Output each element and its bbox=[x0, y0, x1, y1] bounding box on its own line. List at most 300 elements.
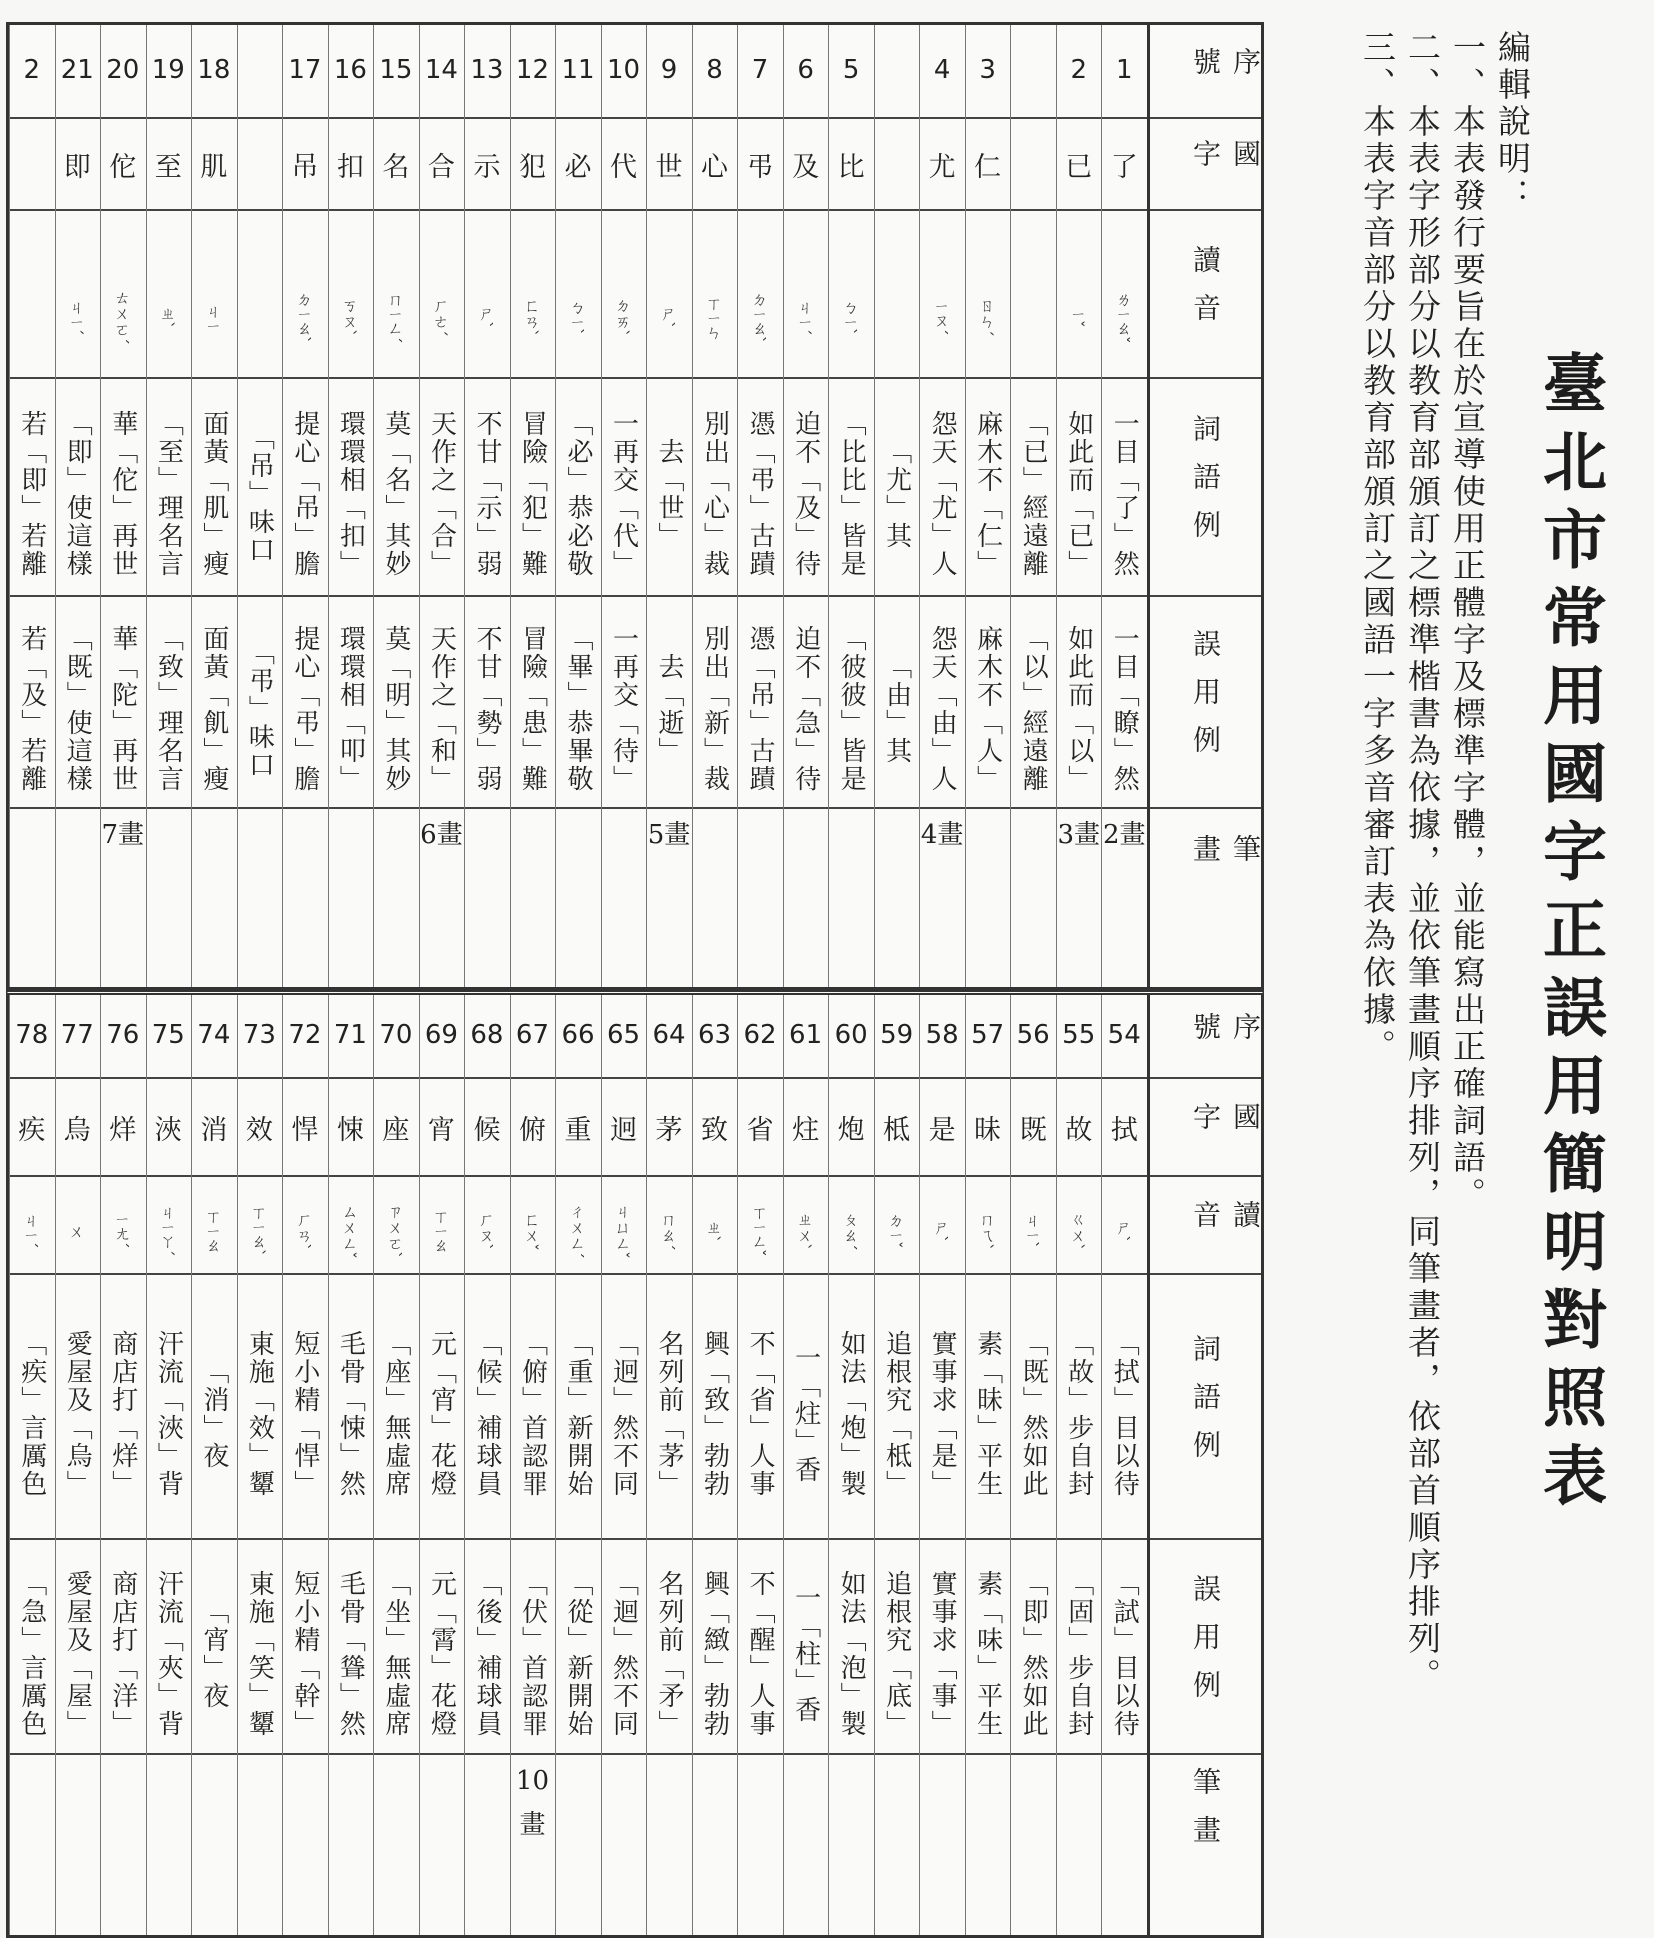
cell-correct: 「既」然如此 bbox=[1018, 1329, 1049, 1498]
cell-reading: ㄖㄣˊ bbox=[976, 297, 996, 337]
cell-wrong: 「迴」然不同 bbox=[608, 1569, 639, 1738]
cell-char: 肌 bbox=[200, 152, 228, 183]
cell-char: 犯 bbox=[518, 152, 546, 183]
cell-wrong: 一目「瞭」然 bbox=[1109, 625, 1140, 793]
cell-wrong: 追根究「底」 bbox=[881, 1569, 912, 1738]
cell-strokes bbox=[646, 1753, 692, 1877]
cell-reading: ㄏㄢˋ bbox=[293, 1210, 313, 1251]
cell-char: 仁 bbox=[974, 152, 1002, 183]
header-reading: 讀音 bbox=[1189, 1200, 1262, 1248]
cell-correct: 「消」夜 bbox=[198, 1357, 229, 1470]
cell-strokes bbox=[55, 807, 101, 909]
cell-wrong: 提心「弔」膽 bbox=[289, 625, 320, 793]
table-upper bbox=[6, 22, 1264, 990]
header-column-divider bbox=[1147, 995, 1150, 1935]
cell-char: 致 bbox=[701, 1115, 729, 1146]
cell-strokes bbox=[191, 807, 237, 909]
cell-correct: 莫「名」其妙 bbox=[380, 410, 411, 578]
header-char: 國字 bbox=[1189, 1102, 1262, 1150]
header-strokes: 筆畫 bbox=[1189, 1767, 1222, 1863]
cell-strokes bbox=[874, 807, 920, 909]
cell-correct: 「迥」然不同 bbox=[608, 1329, 639, 1498]
cell-reading: ㄒㄧㄠ bbox=[430, 1208, 450, 1253]
cell-seq: 12 bbox=[515, 55, 550, 85]
cell-reading: ㄏㄡˋ bbox=[475, 1210, 495, 1251]
cell-seq: 20 bbox=[106, 55, 140, 85]
cell-seq: 72 bbox=[288, 1020, 322, 1050]
cell-wrong: 「即」然如此 bbox=[1018, 1569, 1049, 1738]
cell-reading: ㄒㄧㄣ bbox=[703, 294, 723, 340]
header-wrong: 誤用例 bbox=[1189, 1573, 1222, 1718]
cell-wrong: 素「味」平生 bbox=[972, 1569, 1003, 1738]
cell-correct: 商店打「烊」 bbox=[107, 1329, 138, 1498]
cell-strokes bbox=[464, 1753, 510, 1877]
cell-wrong: 東施「笑」顰 bbox=[244, 1569, 275, 1738]
cell-correct: 興「致」勃勃 bbox=[699, 1329, 730, 1498]
cell-correct: 「拭」目以待 bbox=[1109, 1329, 1140, 1498]
cell-seq: 8 bbox=[706, 55, 723, 85]
cell-char: 心 bbox=[701, 152, 729, 183]
cell-correct: 去「世」 bbox=[654, 438, 685, 550]
cell-correct: 迫不「及」待 bbox=[790, 410, 821, 578]
cell-seq: 61 bbox=[789, 1020, 823, 1050]
cell-seq: 68 bbox=[470, 1020, 504, 1050]
cell-char: 悍 bbox=[291, 1115, 319, 1146]
cell-wrong: 「坐」無虛席 bbox=[380, 1569, 411, 1738]
cell-reading: ㄐㄧˊ bbox=[66, 298, 86, 336]
cell-strokes bbox=[237, 807, 283, 909]
cell-wrong: 一再交「待」 bbox=[608, 625, 639, 793]
cell-wrong: 「從」新開始 bbox=[563, 1569, 593, 1738]
cell-correct: 別出「心」裁 bbox=[699, 410, 730, 578]
cell-char: 及 bbox=[792, 152, 820, 183]
cell-strokes bbox=[828, 807, 874, 909]
cell-char: 是 bbox=[928, 1115, 956, 1146]
cell-reading: ㄔㄨㄥˊ bbox=[567, 1202, 586, 1259]
note-item-3: 三、本表字音部分以教育部頒訂之國語一字多音審訂表為依據。 bbox=[1358, 30, 1397, 1066]
cell-correct: 不甘「示」弱 bbox=[471, 410, 502, 578]
cell-reading: ㄓㄨˋ bbox=[794, 1210, 814, 1251]
cell-wrong: 「畢」恭畢敬 bbox=[563, 625, 593, 793]
cell-char: 疾 bbox=[18, 1115, 46, 1146]
page-title: 臺北市常用國字正誤用簡明對照表 bbox=[1532, 350, 1607, 1520]
cell-correct: 毛骨「悚」然 bbox=[335, 1329, 366, 1498]
cell-reading: ㄐㄩㄥˇ bbox=[612, 1202, 632, 1259]
cell-strokes: 6畫 bbox=[420, 820, 463, 850]
cell-char: 浹 bbox=[154, 1115, 182, 1146]
cell-reading: ㄒㄧㄥˇ bbox=[749, 1204, 769, 1257]
cell-correct: 一「炷」香 bbox=[790, 1343, 821, 1484]
cell-strokes bbox=[282, 1753, 328, 1877]
cell-strokes: 5畫 bbox=[647, 820, 691, 850]
cell-seq: 17 bbox=[288, 55, 322, 85]
cell-char: 俯 bbox=[518, 1115, 546, 1146]
cell-reading: ㄌㄧㄠˇ bbox=[1113, 290, 1133, 344]
cell-char: 了 bbox=[1110, 152, 1138, 183]
cell-reading: ㄈㄨˇ bbox=[521, 1210, 541, 1251]
cell-correct: 愛屋及「烏」 bbox=[62, 1329, 93, 1498]
cell-wrong: 華「陀」再世 bbox=[107, 625, 138, 793]
cell-wrong: 「伏」首認罪 bbox=[517, 1569, 548, 1738]
cell-strokes bbox=[237, 1753, 283, 1877]
cell-reading: ㄒㄧㄠˋ bbox=[248, 1204, 268, 1257]
cell-reading: ㄉㄧㄠˋ bbox=[749, 290, 769, 344]
header-reading: 讀音 bbox=[1189, 245, 1222, 341]
cell-reading: ㄨ bbox=[66, 1222, 86, 1239]
cell-wrong: 「後」補球員 bbox=[471, 1569, 502, 1738]
cell-seq: 64 bbox=[652, 1020, 686, 1050]
cell-wrong: 毛骨「聳」然 bbox=[335, 1569, 366, 1738]
cell-reading: ㄙㄨㄥˇ bbox=[339, 1202, 359, 1259]
cell-wrong: 憑「吊」古蹟 bbox=[745, 625, 776, 793]
cell-correct: 若「即」若離 bbox=[16, 410, 47, 578]
cell-correct: 如法「炮」製 bbox=[836, 1329, 867, 1498]
cell-reading: ㄓˋ bbox=[703, 1218, 723, 1243]
cell-reading bbox=[249, 209, 269, 377]
cell-reading: ㄅㄧˋ bbox=[840, 298, 860, 336]
cell-correct: 元「宵」花燈 bbox=[426, 1329, 457, 1498]
cell-correct: 追根究「柢」 bbox=[881, 1329, 912, 1498]
cell-strokes bbox=[555, 1753, 601, 1877]
cell-wrong: 「以」經遠離 bbox=[1018, 625, 1049, 793]
cell-strokes bbox=[9, 1753, 55, 1877]
cell-strokes: 2畫 bbox=[1102, 820, 1146, 850]
cell-char: 世 bbox=[655, 152, 683, 183]
cell-seq: 59 bbox=[880, 1020, 914, 1050]
cell-reading: ㄇㄟˋ bbox=[976, 1210, 996, 1251]
cell-seq: 73 bbox=[242, 1020, 276, 1050]
cell-wrong: 若「及」若離 bbox=[16, 625, 47, 793]
cell-strokes bbox=[55, 1753, 101, 1877]
cell-correct: 一目「了」然 bbox=[1109, 410, 1140, 578]
cell-strokes bbox=[373, 807, 419, 909]
cell-char: 扣 bbox=[336, 152, 364, 183]
cell-wrong: 「固」步自封 bbox=[1063, 1569, 1094, 1738]
cell-char: 候 bbox=[473, 1115, 501, 1146]
cell-correct: 「必」恭必敬 bbox=[563, 410, 593, 578]
cell-seq: 60 bbox=[834, 1020, 868, 1050]
cell-char: 宵 bbox=[427, 1115, 455, 1146]
cell-strokes bbox=[419, 1753, 465, 1877]
cell-seq: 65 bbox=[606, 1020, 641, 1050]
cell-reading: ㄉㄧˇ bbox=[885, 1212, 905, 1249]
cell-wrong: 莫「明」其妙 bbox=[380, 625, 411, 793]
cell-reading: ㄧˇ bbox=[1067, 306, 1087, 328]
cell-reading: ㄊㄨㄛˊ bbox=[111, 289, 131, 345]
cell-reading: ㄐㄧㄚˊ bbox=[157, 1204, 177, 1257]
cell-seq: 15 bbox=[379, 55, 413, 85]
cell-reading: ㄉㄞˋ bbox=[612, 297, 632, 337]
cell-reading: ㄎㄡˋ bbox=[339, 297, 359, 337]
cell-reading: ㄐㄧˊ bbox=[20, 1212, 40, 1249]
cell-seq: 11 bbox=[561, 55, 595, 85]
cell-strokes bbox=[1010, 1753, 1056, 1877]
cell-strokes bbox=[100, 1753, 146, 1877]
cell-seq bbox=[1010, 25, 1056, 117]
cell-wrong: 「彼彼」皆是 bbox=[836, 625, 867, 793]
cell-seq: 67 bbox=[515, 1020, 550, 1050]
cell-reading: ㄍㄨˋ bbox=[1067, 1210, 1087, 1251]
cell-char: 故 bbox=[1065, 1115, 1093, 1146]
cell-correct: 「故」步自封 bbox=[1063, 1329, 1094, 1498]
cell-strokes bbox=[328, 807, 374, 909]
cell-correct: 「座」無虛席 bbox=[380, 1329, 411, 1498]
cell-reading: ㄗㄨㄛˋ bbox=[384, 1202, 404, 1259]
cell-correct: 如此而「已」 bbox=[1063, 410, 1094, 578]
cell-char bbox=[237, 117, 283, 209]
cell-wrong: 冒險「患」難 bbox=[517, 625, 548, 793]
cell-correct: 「已」經遠離 bbox=[1018, 410, 1049, 578]
cell-strokes bbox=[555, 807, 601, 909]
cell-char: 代 bbox=[610, 152, 637, 183]
cell-seq: 58 bbox=[925, 1020, 959, 1050]
cell-correct: 不「省」人事 bbox=[745, 1329, 776, 1498]
cell-char: 必 bbox=[564, 152, 592, 183]
header-wrong: 誤用例 bbox=[1189, 629, 1222, 773]
cell-seq: 75 bbox=[151, 1020, 185, 1050]
cell-char: 吊 bbox=[291, 152, 319, 183]
cell-seq: 54 bbox=[1107, 1020, 1141, 1050]
cell-wrong: 天作之「和」 bbox=[426, 625, 457, 793]
cell-correct: 冒險「犯」難 bbox=[517, 410, 548, 578]
cell-char: 座 bbox=[382, 1115, 410, 1146]
cell-reading: ㄆㄠˊ bbox=[840, 1210, 860, 1251]
cell-correct: 怨天「尤」人 bbox=[927, 410, 958, 578]
cell-wrong: 「由」其 bbox=[881, 653, 912, 765]
header-correct: 詞語例 bbox=[1189, 1333, 1222, 1478]
cell-char: 昧 bbox=[974, 1115, 1002, 1146]
cell-seq: 19 bbox=[151, 55, 185, 85]
cell-correct: 「俯」首認罪 bbox=[517, 1329, 548, 1498]
cell-seq: 1 bbox=[1115, 55, 1133, 85]
note-item-1: 一、本表發行要旨在於宣導使用正體字及標準字體，並能寫出正確詞語。 bbox=[1448, 30, 1487, 1214]
cell-wrong: 麻木不「人」 bbox=[972, 625, 1003, 793]
cell-char: 比 bbox=[837, 152, 865, 183]
cell-seq: 10 bbox=[606, 55, 641, 85]
cell-reading: ㄉㄧㄠˋ bbox=[293, 290, 313, 344]
cell-char bbox=[1010, 117, 1056, 209]
cell-reading: ㄕˋ bbox=[475, 305, 495, 329]
cell-reading bbox=[22, 209, 42, 377]
cell-strokes bbox=[692, 1753, 738, 1877]
cell-wrong: 短小精「幹」 bbox=[289, 1569, 320, 1738]
cell-strokes bbox=[874, 1753, 920, 1877]
cell-wrong: 元「霄」花燈 bbox=[426, 1569, 457, 1738]
cell-char: 柢 bbox=[883, 1115, 911, 1146]
cell-wrong: 「致」理名言 bbox=[153, 625, 184, 793]
cell-correct: 「即」使這樣 bbox=[62, 410, 93, 578]
cell-reading: ㄒㄧㄠ bbox=[202, 1208, 222, 1253]
cell-seq: 70 bbox=[379, 1020, 413, 1050]
cell-char bbox=[874, 117, 920, 209]
cell-reading: ㄇㄧㄥˊ bbox=[384, 290, 404, 344]
cell-char: 迥 bbox=[610, 1115, 637, 1146]
cell-char: 即 bbox=[63, 152, 91, 183]
cell-reading: ㄇㄠˊ bbox=[658, 1210, 678, 1251]
cell-correct: 華「佗」再世 bbox=[107, 410, 138, 578]
cell-wrong: 不「醒」人事 bbox=[745, 1569, 776, 1738]
cell-seq: 18 bbox=[197, 55, 231, 85]
cell-seq: 9 bbox=[660, 55, 678, 85]
cell-strokes: 10畫 bbox=[515, 1766, 550, 1840]
cell-wrong: 一「柱」香 bbox=[790, 1583, 821, 1724]
cell-wrong: 迫不「急」待 bbox=[790, 625, 821, 793]
header-strokes: 筆畫 bbox=[1189, 834, 1262, 882]
cell-wrong: 「試」目以待 bbox=[1109, 1569, 1140, 1738]
cell-seq: 3 bbox=[979, 55, 996, 85]
cell-strokes bbox=[1101, 1753, 1147, 1877]
cell-strokes bbox=[464, 807, 510, 909]
cell-wrong: 「急」言厲色 bbox=[16, 1569, 47, 1738]
cell-seq: 78 bbox=[15, 1020, 49, 1050]
cell-reading: ㄓˋ bbox=[157, 305, 177, 329]
cell-wrong: 「宵」夜 bbox=[198, 1597, 229, 1710]
cell-correct: 提心「吊」膽 bbox=[289, 410, 320, 578]
cell-correct: 「尤」其 bbox=[881, 438, 912, 550]
cell-wrong: 面黃「飢」瘦 bbox=[198, 625, 229, 793]
cell-seq: 63 bbox=[698, 1020, 732, 1050]
cell-wrong: 怨天「由」人 bbox=[927, 625, 958, 793]
cell-correct: 名列前「茅」 bbox=[654, 1329, 685, 1498]
cell-correct: 一再交「代」 bbox=[608, 410, 639, 578]
cell-strokes: 7畫 bbox=[101, 820, 145, 850]
cell-strokes bbox=[328, 1753, 374, 1877]
cell-correct: 實事求「是」 bbox=[927, 1329, 958, 1498]
cell-seq: 71 bbox=[333, 1020, 367, 1050]
cell-wrong: 不甘「勢」弱 bbox=[471, 625, 502, 793]
cell-seq: 62 bbox=[743, 1020, 777, 1050]
cell-char: 拭 bbox=[1110, 1115, 1138, 1146]
notes-heading: 編輯說明： bbox=[1493, 30, 1532, 215]
cell-reading: ㄐㄧˋ bbox=[1022, 1212, 1042, 1249]
cell-char: 炷 bbox=[792, 1115, 820, 1146]
cell-reading: ㄕˋ bbox=[931, 1218, 951, 1243]
cell-correct: 「比比」皆是 bbox=[836, 410, 867, 578]
header-char: 國字 bbox=[1189, 139, 1262, 187]
cell-seq: 2 bbox=[1070, 55, 1087, 85]
cell-strokes bbox=[9, 807, 55, 909]
cell-seq: 66 bbox=[561, 1020, 595, 1050]
cell-strokes: 3畫 bbox=[1057, 820, 1100, 850]
cell-correct: 麻木不「仁」 bbox=[972, 410, 1003, 578]
cell-strokes bbox=[373, 1753, 419, 1877]
cell-reading: ㄅㄧˋ bbox=[567, 298, 586, 336]
cell-correct: 「疾」言厲色 bbox=[16, 1329, 47, 1498]
cell-wrong: 「既」使這樣 bbox=[62, 625, 93, 793]
cell-strokes bbox=[828, 1753, 874, 1877]
cell-seq: 5 bbox=[842, 55, 860, 85]
header-correct: 詞語例 bbox=[1189, 414, 1222, 558]
cell-strokes bbox=[146, 1753, 192, 1877]
cell-reading bbox=[887, 209, 907, 377]
cell-wrong: 商店打「洋」 bbox=[107, 1569, 138, 1738]
cell-wrong: 去「逝」 bbox=[654, 653, 685, 765]
editorial-notes bbox=[1340, 30, 1530, 1830]
cell-seq: 6 bbox=[797, 55, 814, 85]
cell-reading: ㄧㄤˊ bbox=[111, 1212, 131, 1249]
cell-char: 炮 bbox=[837, 1115, 865, 1146]
cell-strokes bbox=[1056, 1753, 1102, 1877]
cell-correct: 「重」新開始 bbox=[563, 1329, 593, 1498]
cell-correct: 面黃「肌」瘦 bbox=[198, 410, 229, 578]
cell-wrong: 環環相「叩」 bbox=[335, 625, 366, 793]
cell-wrong: 名列前「矛」 bbox=[654, 1569, 685, 1738]
cell-seq: 14 bbox=[424, 55, 458, 85]
cell-correct: 環環相「扣」 bbox=[335, 410, 366, 578]
cell-strokes bbox=[282, 807, 328, 909]
cell-seq: 56 bbox=[1016, 1020, 1050, 1050]
header-seq: 序號 bbox=[1189, 47, 1262, 95]
cell-reading: ㄏㄜˊ bbox=[430, 297, 450, 337]
note-item-2: 二、本表字形部分以教育部頒訂之標準楷書為依據，並依筆畫順序排列，同筆畫者，依部首順序排列。 bbox=[1403, 30, 1442, 1695]
cell-correct: 憑「弔」古蹟 bbox=[745, 410, 776, 578]
cell-strokes bbox=[146, 807, 192, 909]
cell-correct: 短小精「悍」 bbox=[289, 1329, 320, 1498]
cell-seq bbox=[237, 25, 283, 117]
cell-wrong: 如此而「以」 bbox=[1063, 625, 1094, 793]
cell-wrong: 「弔」味口 bbox=[244, 639, 275, 779]
cell-seq: 74 bbox=[197, 1020, 231, 1050]
cell-strokes bbox=[783, 1753, 829, 1877]
cell-seq: 55 bbox=[1062, 1020, 1096, 1050]
cell-seq: 13 bbox=[470, 55, 504, 85]
cell-strokes bbox=[601, 1753, 647, 1877]
cell-seq: 76 bbox=[106, 1020, 140, 1050]
cell-correct: 「至」理名言 bbox=[153, 410, 184, 578]
cell-seq: 4 bbox=[933, 55, 951, 85]
cell-reading bbox=[1023, 209, 1043, 377]
cell-strokes bbox=[965, 807, 1011, 909]
cell-char: 至 bbox=[154, 152, 182, 183]
cell-reading: ㄕˋ bbox=[658, 305, 678, 329]
cell-seq: 7 bbox=[751, 55, 769, 85]
cell-seq: 2 bbox=[23, 55, 41, 85]
cell-correct: 素「昧」平生 bbox=[972, 1329, 1003, 1498]
cell-strokes: 4畫 bbox=[920, 820, 964, 850]
header-seq: 序號 bbox=[1189, 1012, 1262, 1060]
cell-strokes bbox=[692, 807, 738, 909]
cell-seq: 21 bbox=[60, 55, 94, 85]
cell-wrong: 汗流「夾」背 bbox=[153, 1569, 184, 1738]
cell-char: 省 bbox=[746, 1115, 774, 1146]
cell-reading: ㄕˋ bbox=[1113, 1218, 1133, 1243]
cell-char: 既 bbox=[1019, 1115, 1047, 1146]
cell-correct: 「候」補球員 bbox=[471, 1329, 502, 1498]
cell-char: 弔 bbox=[746, 152, 774, 183]
cell-seq: 57 bbox=[971, 1020, 1005, 1050]
cell-seq: 16 bbox=[333, 55, 367, 85]
cell-char: 示 bbox=[473, 152, 501, 183]
cell-wrong: 如法「泡」製 bbox=[836, 1569, 867, 1738]
cell-strokes bbox=[737, 807, 783, 909]
cell-char: 烊 bbox=[109, 1115, 137, 1146]
cell-char: 重 bbox=[564, 1115, 592, 1146]
cell-strokes bbox=[919, 1753, 965, 1877]
cell-char bbox=[9, 117, 55, 209]
cell-char: 消 bbox=[200, 1115, 228, 1146]
cell-seq: 77 bbox=[60, 1020, 94, 1050]
cell-strokes bbox=[965, 1753, 1011, 1877]
cell-char: 尤 bbox=[928, 152, 956, 183]
cell-wrong: 別出「新」裁 bbox=[699, 625, 730, 793]
cell-strokes bbox=[601, 807, 647, 909]
cell-char: 合 bbox=[427, 152, 455, 183]
cell-strokes bbox=[1010, 807, 1056, 909]
cell-reading: ㄧㄡˊ bbox=[931, 298, 951, 336]
table-lower bbox=[6, 990, 1264, 1938]
cell-correct: 天作之「合」 bbox=[426, 410, 457, 578]
cell-char: 已 bbox=[1065, 152, 1093, 183]
